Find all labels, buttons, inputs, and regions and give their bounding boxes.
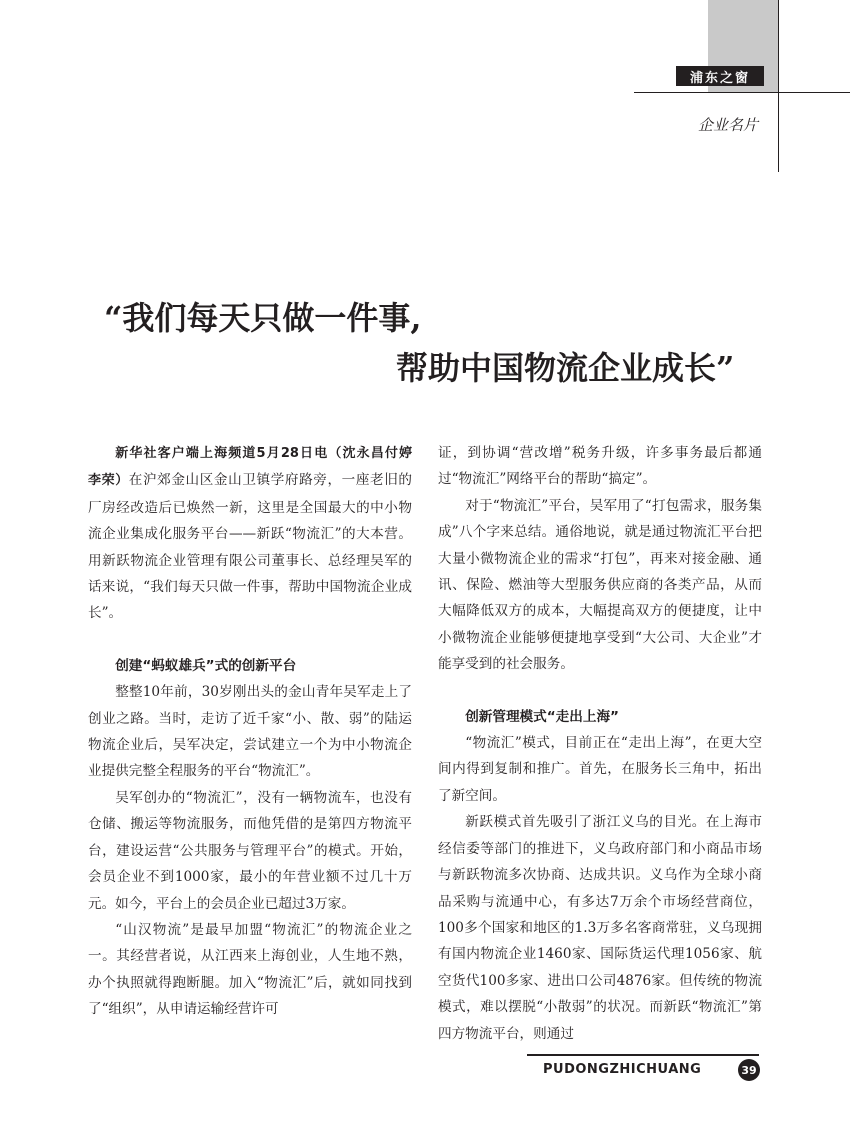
paragraph: 整整10年前，30岁刚出头的金山青年吴军走上了创业之路。当时，走访了近千家“小、散、弱”的陆运物流企业后，吴军决定，尝试建立一个为中小物流企业提供完整全程服务的平台“物流汇”。 — [88, 684, 412, 780]
paragraph: “山汉物流”是最早加盟“物流汇”的物流企业之一。其经营者说，从江西来上海创业，人生地不熟，办个执照就得跑断腿。加入“物流汇”后，就如同找到了“组织”，从申请运输经营许可 — [88, 921, 412, 1018]
footer-magazine-name: PUDONGZHICHUANG — [543, 1062, 702, 1077]
lead-text: 在沪郊金山区金山卫镇学府路旁，一座老旧的厂房经改造后已焕然一新，这里是全国最大的中小物流企业集成化服务平台——新跃“物流汇”的大本营。用新跃物流企业管理有限公司董事长、总经理吴军的话来说，“我们每天只做一件事，帮助中国物流企业成长”。 — [88, 472, 412, 622]
paragraph-continued: 证，到协调“营改增”税务升级，许多事务最后都通过“物流汇”网络平台的帮助“搞定”。 — [438, 445, 762, 488]
magazine-logo: 浦东之窗 — [676, 66, 764, 86]
paragraph: 吴军创办的“物流汇”，没有一辆物流车，也没有仓储、搬运等物流服务，而他凭借的是第四方物流平台，建设运营“公共服务与管理平台”的模式。开始，会员企业不到1000家，最小的年营业额不过几十万元。如今，平台上的会员企业已超过3万家。 — [88, 789, 412, 912]
header-rule-horizontal — [634, 92, 850, 93]
header-rule-vertical — [778, 0, 779, 172]
subheading-go-out-shanghai: 创新管理模式“走出上海” — [465, 708, 619, 725]
paragraph: 对于“物流汇”平台，吴军用了“打包需求，服务集成”八个字来总结。通俗地说，就是通过物流汇平台把大量小微物流企业的需求“打包”，再来对接金融、通讯、保险、燃油等大型服务供应商的各类产品，从而大幅降低双方的成本，大幅提高双方的便捷度，让中小微物流企业能够便捷地享受到“大公司、大企业”才能享受到的社会服务。 — [438, 497, 762, 673]
section-label: 企业名片 — [697, 116, 758, 134]
left-column — [88, 440, 426, 1023]
byline: 新华社客户端上海频道5月28日电（沈永昌付婷 李荣） — [88, 446, 426, 489]
footer-rule — [527, 1054, 759, 1056]
right-column — [438, 440, 762, 1047]
paragraph: “物流汇”模式，目前正在“走出上海”，在更大空间内得到复制和推广。首先，在服务长三角中，拓出了新空间。 — [438, 735, 762, 804]
paragraph: 新跃模式首先吸引了浙江义乌的目光。在上海市经信委等部门的推进下，义乌政府部门和小商品市场与新跃物流多次协商、达成共识。义乌作为全球小商品采购与流通中心，有多达7万余个市场经营商位，100多个国家和地区的1.3万多名客商常驻，义乌现拥有国内物流企业1460家、国际货运代理1056家、航空货代100多家、进出口公司4876家。但传统的物流模式，难以摆脱“小散弱”的状况。而新跃“物流汇”第四方物流平台，则通过 — [438, 814, 762, 1042]
lead-paragraph — [88, 440, 426, 627]
subheading-innovation-platform: 创建“蚂蚁雄兵”式的创新平台 — [115, 657, 297, 674]
page-number-badge: 39 — [738, 1059, 760, 1081]
article-title-line-1: “我们每天只做一件事, — [104, 299, 422, 337]
article-title-line-2: 帮助中国物流企业成长” — [396, 349, 735, 387]
